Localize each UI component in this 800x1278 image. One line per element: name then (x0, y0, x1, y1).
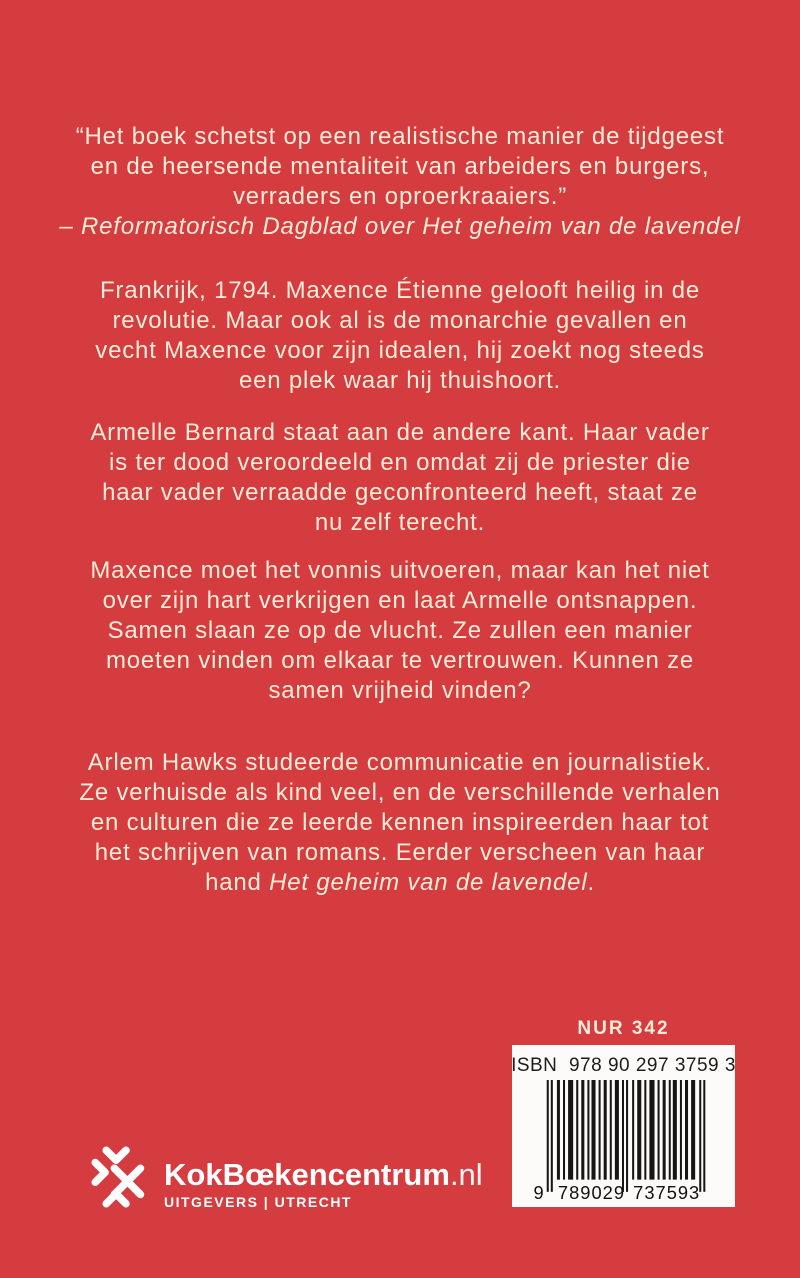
publisher-brand-suffix: .nl (449, 1157, 483, 1192)
barcode-digit-group: 9 (533, 1181, 545, 1202)
isbn-box (512, 1045, 735, 1207)
synopsis-paragraph-1 (0, 276, 800, 396)
review-quote (0, 122, 800, 242)
synopsis-paragraph-3 (0, 556, 800, 706)
synopsis-line: Maxence moet het vonnis uitvoeren, maar kan het niet (90, 557, 710, 584)
synopsis-line: nu zelf terecht. (314, 509, 486, 536)
bio-line: het schrijven van romans. Eerder verscheen van haar (94, 839, 706, 866)
bio-line: Arlem Hawks studeerde communicatie en journalistiek. (87, 749, 713, 776)
quote-attribution (0, 212, 800, 242)
barcode-digit-group: 737593 (632, 1181, 700, 1202)
synopsis-line: Frankrijk, 1794. Maxence Étienne gelooft heilig in de (99, 277, 701, 304)
synopsis-line: moeten vinden om elkaar te vertrouwen. Kunnen ze (105, 647, 695, 674)
synopsis-line: vecht Maxence voor zijn idealen, hij zoekt nog steeds (95, 337, 705, 364)
synopsis-line: samen vrijheid vinden? (268, 677, 532, 704)
quote-line: en de heersende mentaliteit van arbeiders en burgers, (90, 153, 710, 180)
attribution-connector: over (357, 213, 423, 240)
quote-line: “Het boek schetst op een realistische manier de tijdgeest (75, 123, 725, 150)
synopsis-line: is ter dood veroordeeld en omdat zij de priester die (109, 449, 691, 476)
synopsis-paragraph-2 (0, 418, 800, 538)
attribution-dash: – (59, 213, 82, 240)
attribution-work-title: Het geheim van de lavendel (422, 213, 741, 240)
publisher-brand-name: KokBœkencentrum (164, 1157, 450, 1192)
publisher-text (164, 1159, 483, 1210)
bio-last-suffix: . (587, 869, 595, 896)
publisher-brand (164, 1159, 483, 1190)
synopsis-line: haar vader verraadde geconfronteerd heeft, staat ze (102, 479, 698, 506)
synopsis-line: Samen slaan ze op de vlucht. Ze zullen een manier (107, 617, 693, 644)
bio-last-prefix: hand (205, 869, 270, 896)
synopsis-line: revolutie. Maar ook al is de monarchie gevallen en (112, 307, 688, 334)
bio-line: en culturen die ze leerde kennen inspireerden haar tot (90, 809, 710, 836)
isbn-label: ISBN 978 90 297 3759 3 (511, 1055, 736, 1076)
bio-last-line (0, 868, 800, 898)
synopsis-line: over zijn hart verkrijgen en laat Armelle ontsnappen. (102, 587, 698, 614)
author-bio (0, 748, 800, 898)
nur-code: NUR 342 (577, 1018, 670, 1039)
attribution-source: Reformatorisch Dagblad (81, 213, 358, 240)
publisher-logo (90, 1145, 483, 1210)
publisher-tagline: UITGEVERS | UTRECHT (164, 1194, 352, 1210)
publisher-logo-icon (90, 1145, 148, 1209)
barcode-digit-group: 789029 (557, 1181, 625, 1202)
bio-line: Ze verhuisde als kind veel, en de verschillende verhalen (79, 779, 721, 806)
synopsis-line: Armelle Bernard staat aan de andere kant. Haar vader (90, 419, 710, 446)
quote-line: verraders en oproerkraaiers.” (233, 183, 567, 210)
barcode (531, 1080, 717, 1202)
bio-work-title: Het geheim van de lavendel (269, 869, 588, 896)
synopsis-line: een plek waar hij thuishoort. (238, 367, 562, 394)
